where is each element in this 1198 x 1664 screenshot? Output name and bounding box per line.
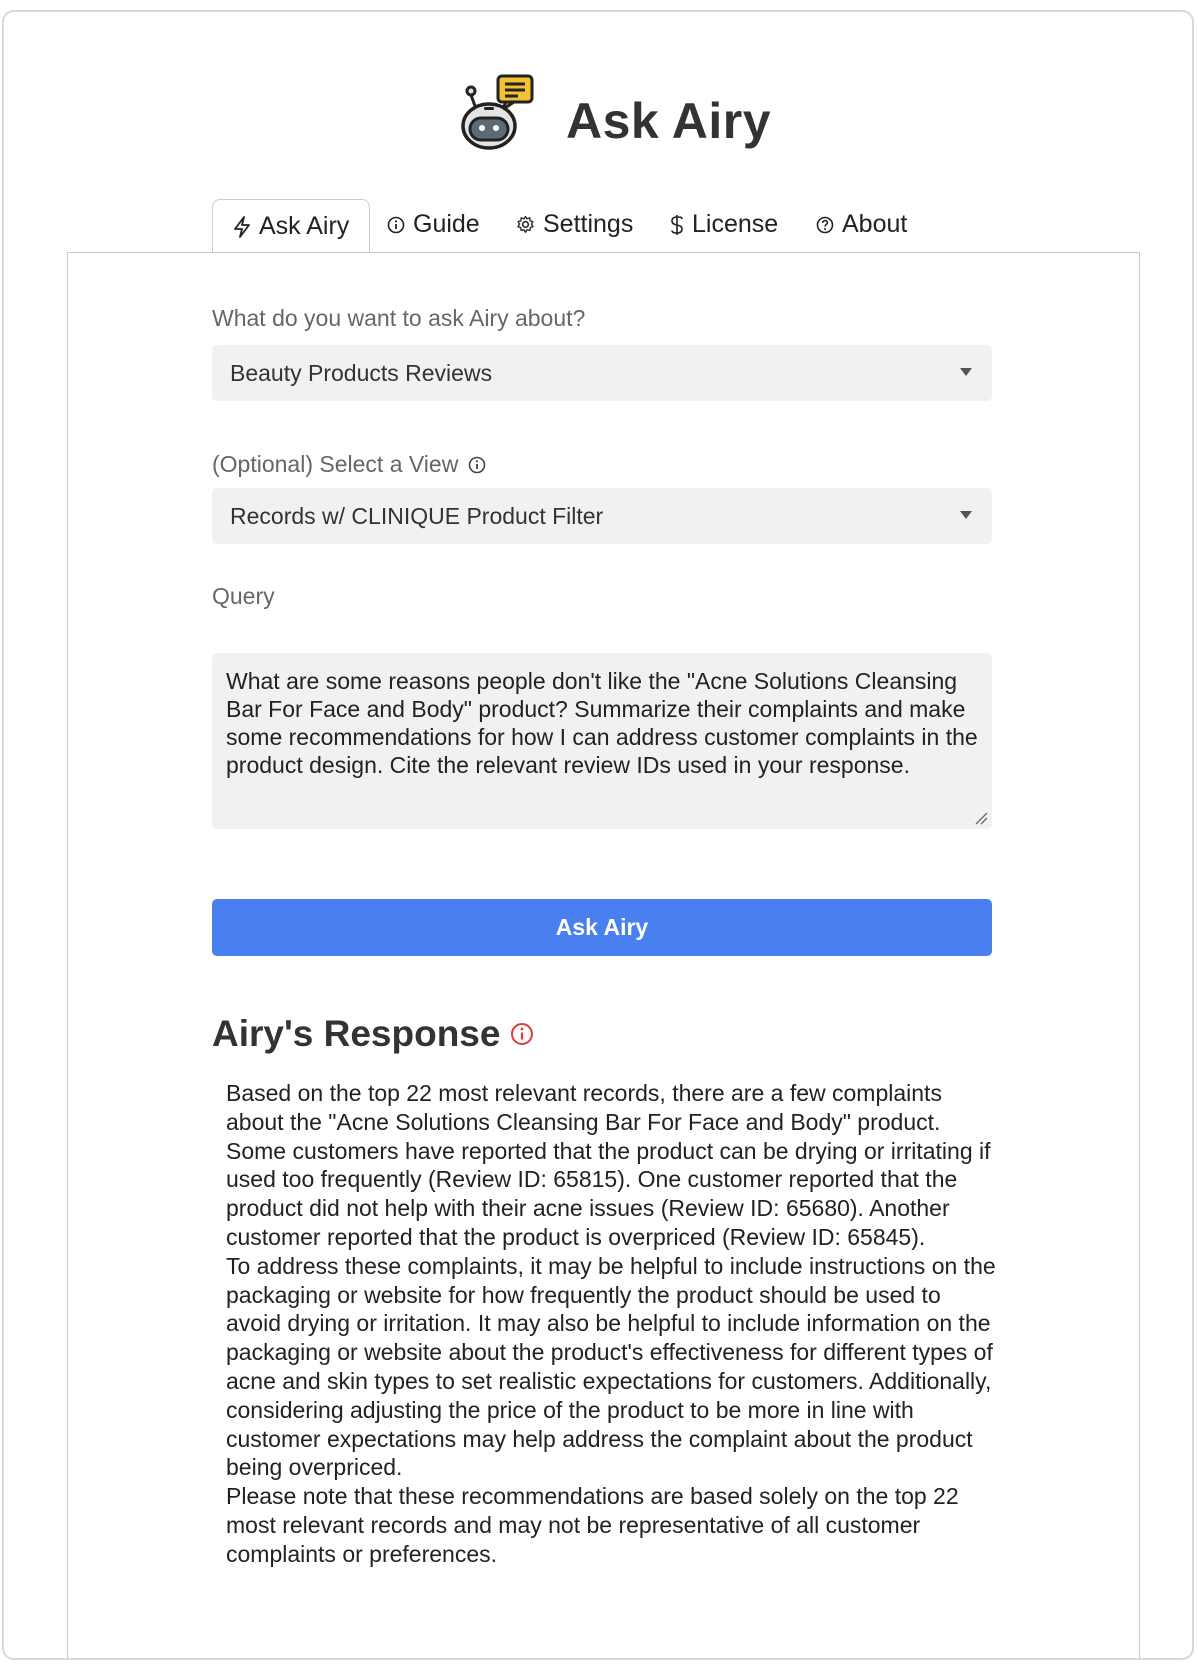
response-body xyxy=(226,1079,996,1569)
chevron-down-icon xyxy=(960,368,972,376)
tab-label: Ask Airy xyxy=(259,212,350,240)
table-select-value: Beauty Products Reviews xyxy=(230,359,493,386)
response-paragraph: Based on the top 22 most relevant records, there are a few complaints about the "Acne Solutions Cleansing Bar For Face and Body" product. Some customers have reported that the product can be drying or irritating if used too frequently (Review ID: 65815). One customer reported that the product did not help with their acne issues (Review ID: 65680). Another customer reported that the product is overpriced (Review ID: 65845). xyxy=(226,1080,991,1250)
tab-label: Guide xyxy=(413,210,480,238)
view-select-label-text: (Optional) Select a View xyxy=(212,451,459,477)
app-title: Ask Airy xyxy=(566,93,772,149)
tab-label: Settings xyxy=(543,210,634,238)
warning-info-icon[interactable] xyxy=(510,1022,534,1046)
tab-guide[interactable] xyxy=(367,199,500,250)
dollar-icon xyxy=(670,214,684,236)
table-select[interactable] xyxy=(212,345,992,401)
view-select-value: Records w/ CLINIQUE Product Filter xyxy=(230,502,604,529)
response-heading xyxy=(212,1013,534,1055)
tab-label: About xyxy=(842,210,908,238)
gear-icon xyxy=(516,215,535,234)
ask-airy-panel xyxy=(67,252,1140,1660)
query-label: Query xyxy=(212,583,275,609)
robot-logo-icon xyxy=(458,74,538,154)
app-window xyxy=(2,10,1194,1660)
info-icon[interactable] xyxy=(468,456,486,474)
view-select-label xyxy=(212,451,486,478)
lightning-icon xyxy=(233,216,251,238)
tab-label: License xyxy=(692,210,779,238)
tab-license[interactable] xyxy=(650,199,798,250)
table-select-label: What do you want to ask Airy about? xyxy=(212,305,586,331)
response-paragraph: Please note that these recommendations are based solely on the top 22 most relevant records and may not be representative of all customer complaints or preferences. xyxy=(226,1483,959,1567)
query-input[interactable] xyxy=(212,653,992,829)
info-icon xyxy=(387,216,405,234)
tab-ask-airy[interactable] xyxy=(212,199,370,253)
tab-settings[interactable] xyxy=(496,199,653,250)
response-title: Airy's Response xyxy=(212,1013,501,1054)
resize-handle-icon[interactable] xyxy=(974,811,988,825)
app-header xyxy=(4,74,1192,164)
tab-about[interactable] xyxy=(796,199,927,250)
query-text: What are some reasons people don't like the "Acne Solutions Cleansing Bar For Face and Body" product? Summarize their complaints and make some recommendations for how I can address customer complaints in the product design. Cite the relevant review IDs used in your response. xyxy=(226,668,978,778)
chevron-down-icon xyxy=(960,511,972,519)
ask-airy-button[interactable]: Ask Airy xyxy=(212,899,992,956)
response-paragraph: To address these complaints, it may be helpful to include instructions on the packaging or website for how frequently the product should be used to avoid drying or irritation. It may also be helpful to include information on the packaging or website about the product's effectiveness for different types of acne and skin types to set realistic expectations for customers. Additionally, considering adjusting the price of the product to be more in line with customer expectations may help address the complaint about the product being overpriced. xyxy=(226,1252,996,1481)
view-select[interactable] xyxy=(212,488,992,544)
question-icon xyxy=(816,216,834,234)
